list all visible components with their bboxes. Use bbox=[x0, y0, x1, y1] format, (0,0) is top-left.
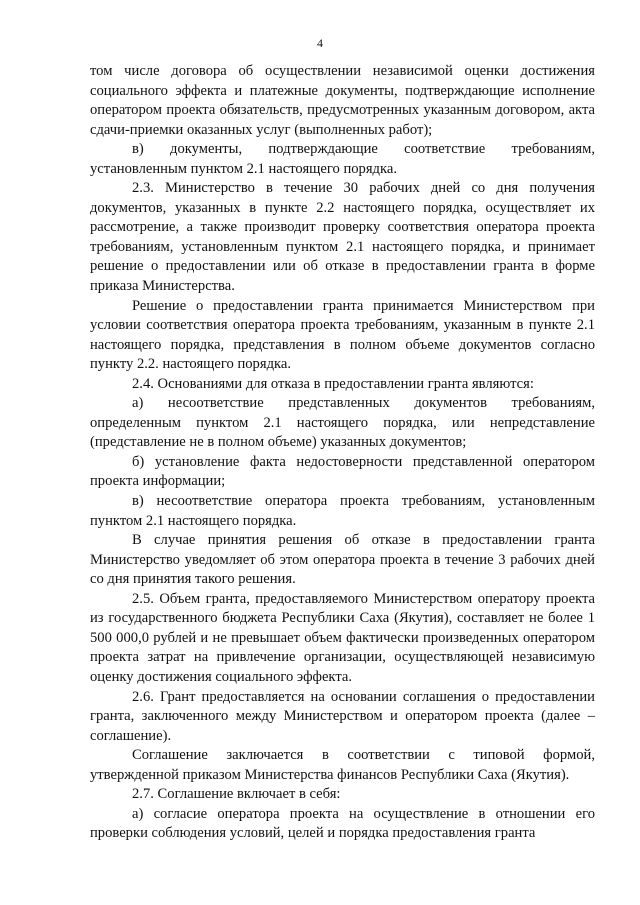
paragraph-item-v-refusal: в) несоответствие оператора проекта требованиям, установленным пунктом 2.1 настоящего порядка. bbox=[90, 493, 595, 529]
paragraph-2-5: 2.5. Объем гранта, предоставляемого Министерством оператору проекта из государственного бюджета Республики Саха (Якутия), составляет не более 1 500 000,0 рублей и не превышает объем фактически произведенных оператором проекта затрат на привлечение организации, осуществляющей независимую оценку достижения социального эффекта. bbox=[90, 590, 595, 685]
paragraph-agreement-form: Соглашение заключается в соответствии с типовой формой, утвержденной приказом Министерства финансов Республики Саха (Якутия). bbox=[90, 747, 595, 783]
paragraph-2-4: 2.4. Основаниями для отказа в предоставлении гранта являются: bbox=[132, 375, 534, 392]
page-number: 4 bbox=[317, 36, 323, 50]
paragraph-contract-documents: том числе договора об осуществлении независимой оценки достижения социального эффекта и платежные документы, подтверждающие исполнение оператором проекта обязательств, предусмотренных указанным договором, акта сдачи-приемки оказанных услуг (выполненных работ); bbox=[90, 63, 595, 138]
paragraph-2-7: 2.7. Соглашение включает в себя: bbox=[132, 786, 341, 803]
paragraph-2-6: 2.6. Грант предоставляется на основании соглашения о предоставлении гранта, заключенного между Министерством и оператором проекта (далее – соглашение). bbox=[90, 688, 595, 744]
paragraph-grant-decision: Решение о предоставлении гранта принимается Министерством при условии соответствия оператора проекта требованиям, указанным в пункте 2.1 настоящего порядка, представления в полном объеме документов согласно пункту 2.2. настоящего порядка. bbox=[90, 297, 595, 373]
paragraph-item-v-documents: в) документы, подтверждающие соответствие требованиям, установленным пунктом 2.1 настоящего порядка. bbox=[90, 141, 595, 177]
paragraph-2-3: 2.3. Министерство в течение 30 рабочих дней со дня получения документов, указанных в пункте 2.2 настоящего порядка, осуществляет их рассмотрение, а также производит проверку соответствия оператора проекта требованиям, установленным пунктом 2.1 настоящего порядка, и принимает решение о предоставлении или об отказе в предоставлении гранта в форме приказа Министерства. bbox=[90, 180, 595, 295]
paragraph-refusal-notice: В случае принятия решения об отказе в предоставлении гранта Министерство уведомляет об этом оператора проекта в течение 3 рабочих дней со дня принятия такого решения. bbox=[90, 532, 595, 588]
document-body bbox=[90, 62, 595, 844]
paragraph-item-a-refusal: а) несоответствие представленных документов требованиям, определенным пунктом 2.1 настоящего порядка, или непредставление (представление не в полном объеме) указанных документов; bbox=[90, 395, 595, 451]
paragraph-item-b-refusal: б) установление факта недостоверности представленной оператором проекта информации; bbox=[90, 453, 595, 490]
paragraph-item-a-agreement: а) согласие оператора проекта на осуществление в отношении его проверки соблюдения условий, целей и порядка предоставления гранта bbox=[90, 805, 595, 842]
